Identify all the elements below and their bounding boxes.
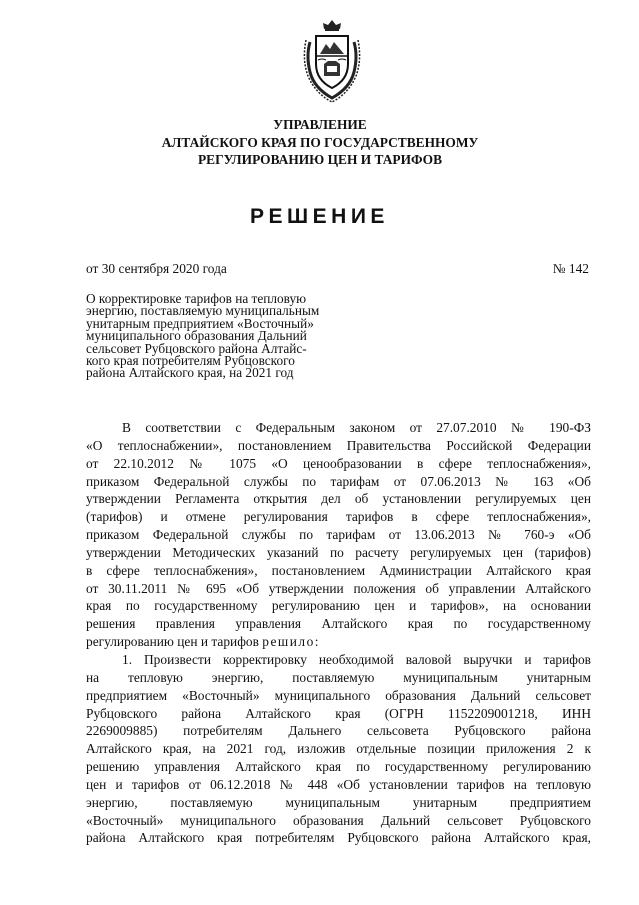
subject-line: кого края потребителям Рубцовского bbox=[86, 353, 295, 369]
body-line: в сфере теплоснабжения», постановлением Администрации Алтайского края bbox=[86, 562, 591, 578]
agency-name bbox=[60, 116, 580, 169]
body-line: Рубцовского района Алтайского края (ОГРН 1152209001218, ИНН bbox=[86, 705, 591, 721]
body-line: края по государственному регулированию цен и тарифов», на основании bbox=[86, 598, 591, 614]
body-line: «О теплоснабжении», постановлением Правительства Российской Федерации bbox=[86, 437, 591, 453]
body-line: решения правления управления Алтайского края по государственному bbox=[86, 616, 591, 632]
body-line: утверждении Методических указаний по расчету регулируемых цен (тарифов) bbox=[86, 544, 591, 560]
coat-of-arms-emblem bbox=[296, 16, 368, 104]
subject-line: района Алтайского края, на 2021 год bbox=[86, 365, 294, 381]
agency-line-1: УПРАВЛЕНИЕ bbox=[273, 117, 367, 132]
body-line: «Восточный» муниципального образования Дальний сельсовет Рубцовского bbox=[86, 812, 591, 828]
agency-line-3: РЕГУЛИРОВАНИЮ ЦЕН И ТАРИФОВ bbox=[197, 152, 443, 167]
body-line: В соответствии с Федеральным законом от 27.07.2010 № 190-ФЗ bbox=[122, 420, 591, 435]
subject-line: О корректировке тарифов на тепловую bbox=[86, 291, 307, 306]
agency-line-2: АЛТАЙСКОГО КРАЯ ПО ГОСУДАРСТВЕННОМУ bbox=[161, 134, 479, 150]
subject-block bbox=[86, 293, 348, 380]
body-line: 2269009885) потребителям Дальнего сельсовета Рубцовского района bbox=[86, 723, 591, 739]
subject-line: муниципального образования Дальний bbox=[86, 328, 307, 344]
body-line: предприятием «Восточный» муниципального образования Дальний сельсовет bbox=[86, 687, 591, 703]
body-line: утверждении Регламента открытия дел об установлении регулируемых цен bbox=[86, 491, 591, 507]
body-line: (тарифов) и отмене регулирования тарифов в сфере теплоснабжения», bbox=[86, 509, 591, 525]
document-date: от 30 сентября 2020 года bbox=[86, 261, 227, 276]
body-line: района Алтайского края потребителям Рубцовского района Алтайского края, bbox=[86, 830, 591, 846]
body-line bbox=[86, 633, 591, 651]
body-line: приказом Федеральной службы по тарифам от 13.06.2013 № 760-э «Об bbox=[86, 527, 591, 543]
body-line: Алтайского края, на 2021 год, изложив отдельные позиции приложения 2 к bbox=[86, 741, 591, 757]
document-number: № 142 bbox=[552, 261, 589, 276]
body-line: от 22.10.2012 № 1075 «О ценообразовании в сфере теплоснабжения», bbox=[86, 455, 591, 471]
decision-body bbox=[86, 419, 591, 847]
subject-line: сельсовет Рубцовского района Алтайс- bbox=[86, 340, 307, 356]
subject-line: унитарным предприятием «Восточный» bbox=[86, 315, 314, 331]
body-line: приказом Федеральной службы по тарифам от 07.06.2013 № 163 «Об bbox=[86, 473, 591, 489]
subject-line: энергию, поставляемую муниципальным bbox=[86, 303, 320, 319]
body-line: цен и тарифов от 06.12.2018 № 448 «Об установлении тарифов на тепловую bbox=[86, 776, 591, 792]
date-line bbox=[86, 261, 589, 277]
body-line: от 30.11.2011 № 695 «Об утверждении положения об управлении Алтайского bbox=[86, 580, 591, 596]
body-line-prefix: регулированию цен и тарифов bbox=[86, 634, 259, 650]
body-line: решению управления Алтайского края по государственному регулированию bbox=[86, 759, 591, 775]
body-line: 1. Произвести корректировку необходимой валовой выручки и тарифов bbox=[122, 651, 591, 667]
document-title: РЕШЕНИЕ bbox=[250, 205, 389, 228]
body-line: на тепловую энергию, поставляемую муниципальным унитарным bbox=[86, 669, 591, 685]
body-line: энергию, поставляемую муниципальным унитарным предприятием bbox=[86, 794, 591, 810]
decided-word: решило: bbox=[262, 634, 320, 650]
